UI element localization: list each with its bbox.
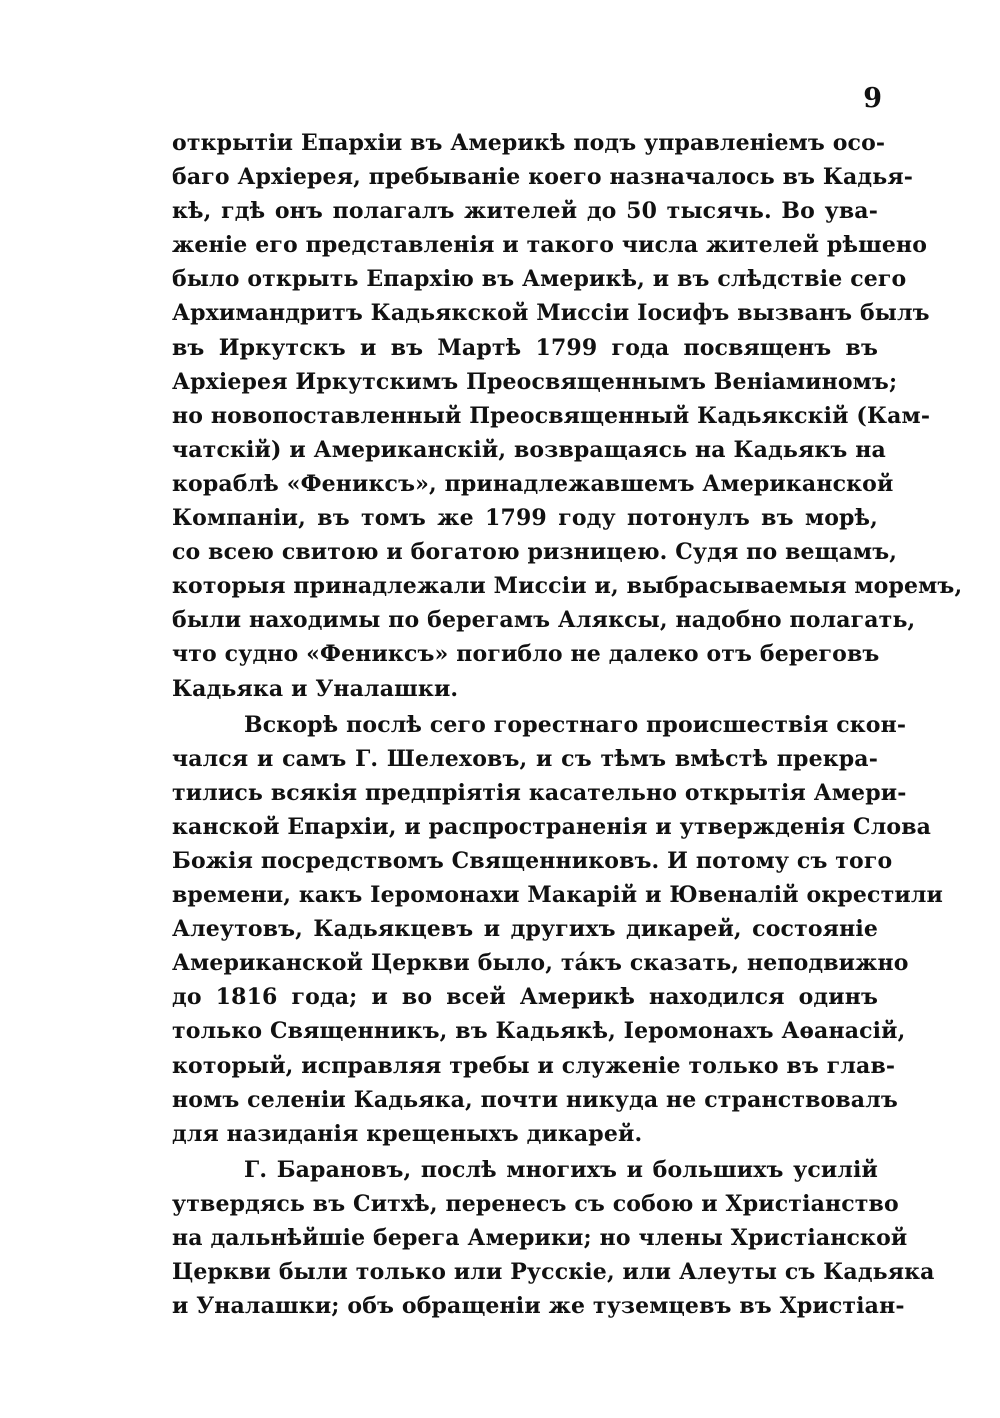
text-line: кораблѣ «Фениксъ», принадлежавшемъ Американской [172,470,894,497]
body-text [172,126,963,1323]
text-line: только Священникъ, въ Кадьякѣ, Іеромонахъ Аѳанасій, [172,1018,906,1045]
text-line: Американской Церкви было, та́къ сказать, неподвижно [172,950,909,977]
text-line: въ Иркутскъ и въ Мартѣ 1799 года посвященъ въ [172,334,878,361]
text-line: что судно «Фениксъ» погибло не далеко отъ береговъ [172,641,880,668]
text-line: утвердясь въ Ситхѣ, перенесъ съ собою и Христіанство [172,1190,899,1217]
text-line: баго Архіерея, пребываніе коего назначалось въ Кадья- [172,164,914,191]
paragraph-2 [172,708,943,1151]
text-line: Алеутовъ, Кадьякцевъ и другихъ дикарей, состояніе [172,916,878,943]
paragraph-3 [172,1153,935,1323]
text-line: но новопоставленный Преосвященный Кадьякскій (Кам- [172,402,931,429]
text-line: Кадьяка и Уналашки. [172,675,459,702]
text-line: со всею свитою и богатою ризницею. Судя по вещамъ, [172,539,898,566]
text-line: на дальнѣйшіе берега Америки; но члены Христіанской [172,1225,908,1251]
text-line: кѣ, гдѣ онъ полагалъ жителей до 50 тысячь. Во ува- [172,198,878,225]
text-line: Божія посредствомъ Священниковъ. И потому съ того [172,847,893,874]
text-line: и Уналашки; объ обращеніи же туземцевъ въ Христіан- [172,1293,905,1320]
text-line: тились всякія предпріятія касательно открытія Амери- [172,779,907,806]
text-line: номъ селеніи Кадьяка, почти никуда не странствовалъ [172,1086,898,1113]
text-line: Архіерея Иркутскимъ Преосвященнымъ Веніаминомъ; [172,368,898,395]
text-line: канской Епархіи, и распространенія и утвержденія Слова [172,813,932,840]
paragraph-1 [172,126,963,706]
text-line: Вскорѣ послѣ сего горестнаго происшествія скон- [244,711,907,738]
text-line: было открыть Епархію въ Америкѣ, и въ слѣдствіе сего [172,266,907,293]
text-line: Архимандритъ Кадьякской Миссіи Іосифъ вызванъ былъ [172,300,930,327]
text-line: Церкви были только или Русскіе, или Алеуты съ Кадьяка [172,1259,935,1286]
text-line: до 1816 года; и во всей Америкѣ находился одинъ [172,984,878,1011]
text-line: которыя принадлежали Миссіи и, выбрасываемыя моремъ, [172,573,963,600]
text-line: чался и самъ Г. Шелеховъ, и съ тѣмъ вмѣстѣ прекра- [172,745,878,772]
text-line: были находимы по берегамъ Аляксы, надобно полагать, [172,607,916,634]
text-line: открытіи Епархіи въ Америкѣ подъ управленіемъ осо- [172,130,886,156]
text-line: времени, какъ Іеромонахи Макарій и Ювеналій окрестили [172,882,943,909]
text-line: женіе его представленія и такого числа жителей рѣшено [172,232,928,259]
text-line: чатскій) и Американскій, возвращаясь на Кадьякъ на [172,436,886,463]
text-line: который, исправляя требы и служеніе только въ глав- [172,1052,896,1079]
text-line: Г. Барановъ, послѣ многихъ и большихъ усилій [244,1156,878,1183]
page-number: 9 [863,83,882,114]
text-line: для назиданія крещеныхъ дикарей. [172,1120,643,1147]
text-line: Компаніи, въ томъ же 1799 году потонулъ въ морѣ, [172,505,878,532]
